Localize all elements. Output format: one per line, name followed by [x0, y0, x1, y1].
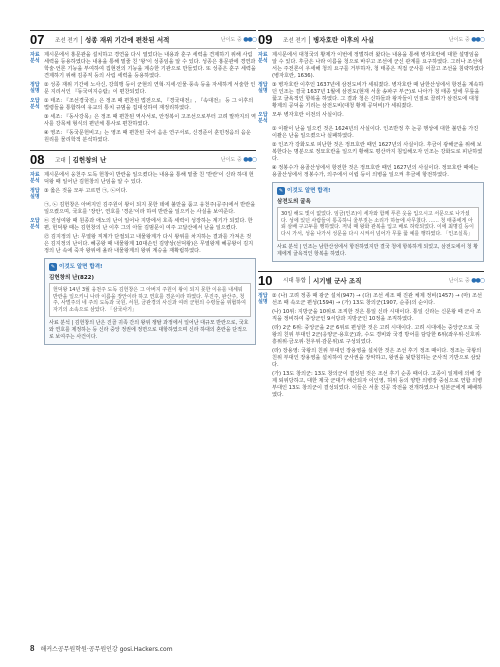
source-analysis: 사료 분석 | 김헌창의 난은 진골 귀족 간의 왕위 쟁탈 과정에서 일어난 대규모 반란으로, 국호와 연호를 제정하는 등 신라 중앙 정권에 정면으로 대항하였으며 신라 하대의 혼란을 단적으로 보여주는 사건이다. [49, 320, 249, 340]
question-era: 고대 [52, 156, 70, 164]
question-08-body [30, 172, 256, 255]
tip-box-subtitle: 김헌창의 난(822) [49, 275, 94, 281]
question-07-body [30, 52, 256, 144]
explanation-row [258, 52, 484, 80]
section-tag [258, 325, 272, 346]
question-07-header [30, 30, 256, 49]
explanation-text: ④ 영조: 『동국문헌비고』는 영조 때 편찬된 국어 음운 연구서로, 신경준이 훈민정음의 음운 원리를 물리학적 분석하였다. [44, 130, 251, 143]
explanation-row [258, 293, 484, 307]
explanation-row [258, 165, 484, 179]
explanation-text: (나) 10위: 지방군을 10위로 조직한 것은 통일 신라 시대이다. 통일 신라는 신문왕 때 군사 조직을 정비하여 중앙군인 9서당과 지방군인 10정을 조직하였다. [272, 308, 482, 322]
explanation-text: 제시문에서 대청국의 황제가 이번에 정벌하러 왔다는 내용을 통해 병자호란에 대한 설명임을 알 수 있다. 후금은 나라 이름을 청으로 바꾸고 조선에 군신 관계를 요구하였다. 그러나 조선에서는 주전론이 우세해 청의 요구를 거부하자, 청 태종은 직접 군사를 이끌고 조선을 침략하였다(병자호란, 1636). [272, 52, 484, 79]
explanation-text: ④ 정봉수가 용골산성에서 항전한 것은 정묘호란 때인 1627년의 사실이다. 정묘호란 때에는 용골산성에서 정봉수가, 의주에서 이립 등이 의병을 일으켜 후금에 항전하였다. [272, 165, 479, 178]
section-tag: 오답 분석 [30, 218, 40, 230]
explanation-text: ㉢ 진성여왕 때 원종과 애노의 난이 일어나 지방에서 호족 세력이 성장하는 계기가 되었다. 한편, 헌덕왕 때는 김헌창의 난 이후 그의 아들 김범문이 여주 고달산에서 난을 일으켰다. [44, 218, 253, 231]
question-09-body [258, 52, 484, 179]
section-tag: 오답 분석 [258, 112, 268, 124]
question-era: 조선 전기 [280, 36, 310, 44]
explanation-text: ㉣ 김지정의 난: 무열왕 직계가 단절되고 내물왕계가 다시 왕위를 차지하는 결과를 가져온 것은 김지정의 난이다. 혜공왕 때 내물왕계 10대손인 김양상(선덕왕)은 무열왕계 혜공왕이 김지정의 난 속에 죽자 왕위에 올라 내물왕계의 왕위 계승을 재확립하였다. [44, 234, 254, 254]
explanation-row [30, 52, 256, 80]
explanation-text: ② (나) 고려 정종 때 광군 설치(947) → (다) 조선 세조 때 진관 체제 정비(1457) → (마) 조선 선조 때 속오군 편성(1594) → (가) 13도 창의군(1907, 순종)의 순이다. [272, 292, 482, 306]
explanation-text: 모두 병자호란 이전의 사실이다. [272, 112, 344, 118]
section-tag [30, 114, 44, 128]
section-tag: 정답 설명 [30, 82, 40, 94]
explanation-text: ③ 병자호란 이후인 1637년에 삼전도비가 세워졌다. 병자호란 때 남한산성에서 항전을 계속하던 인조는 결국 1637년 1월에 삼전도(현재 서울 송파구 부근)로 나아가 청 태종 앞에 무릎을 꿇고 굴욕적인 항복을 하였다. 그 결과 청은 신하들과 왕자들이 인질로 끌려가 삼전도에 대청 황제의 공덕을 기리는 삼전도비(대청 황제 공덕비)가 세워졌다. [272, 82, 484, 109]
explanation-row [258, 112, 484, 124]
question-number: 09 [258, 32, 273, 47]
explanation-row [258, 82, 484, 110]
explanation-row [30, 130, 256, 144]
question-era: 시대 통합 [280, 276, 310, 284]
question-10-body [258, 293, 484, 399]
explanation-text: ㉠, ㉡ 김헌창은 아버지인 김주원이 왕이 되지 못한 데에 불만을 품고 웅천주(공주)에서 반란을 일으켰으며, 국호를 '장안', 연호를 '경운'이라 하여 반란을 일으키는 사실을 보여준다. [44, 202, 256, 215]
section-tag [258, 165, 272, 179]
section-tag [258, 371, 272, 399]
question-08-header [30, 150, 256, 169]
question-09-header [258, 30, 484, 49]
section-tag [30, 234, 44, 255]
section-tag [258, 142, 272, 163]
explanation-row [30, 82, 256, 96]
page-number: 8 [30, 644, 35, 653]
explanation-text: ② 인조가 강화도로 피난한 것은 정묘호란 때인 1627년의 사실이다. 후금이 광해군을 위해 보복한다는 명분으로 정묘호란을 일으키 황해도 평산까지 침입해오자 인조는 강화도로 피난하였다. [272, 142, 483, 162]
difficulty-dots: ●●○ [471, 36, 484, 43]
difficulty: 난이도 중 ●●○ [220, 156, 256, 163]
question-title: 시기별 군사 조직 [313, 276, 362, 285]
tip-box-title: ✎ 이것도 알면 합격! [278, 188, 331, 194]
explanation-text: ③ 세조: 『동사강목』은 정조 때 편찬된 역사서로, 안정복이 고조선으로부터 고려 말까지의 역사를 강목체 형식의 편년체 통사로 편찬하였다. [44, 114, 256, 127]
difficulty: 난이도 중 ●●○ [448, 276, 484, 284]
explanation-text: 제시문에서 홍문관을 설치하고 경연을 다시 열었다는 내용과 훈구 세력을 견제하기 위해 사림 세력을 등용하였다는 내용을 통해 밑줄 친 '왕'이 성종임을 알 수 있다. 성종은 홍문관에 경연과 학술·언론 기능을 부여하여 집현전의 기능을 계승한 기관으로 만들었다. 또 성종은 훈구 세력을 견제하기 위해 김종직 등의 사림 세력을 등용하였다. [44, 52, 256, 79]
explanation-row [30, 188, 256, 200]
explanation-row [30, 234, 256, 255]
section-tag [30, 130, 44, 144]
section-tag [258, 348, 272, 369]
tip-box-subtitle: 삼전도의 굴욕 [277, 199, 311, 205]
section-tag [30, 202, 44, 216]
tip-box [44, 258, 256, 345]
difficulty-dots: ●●○ [243, 156, 256, 163]
explanation-text: ③ 옳은 것을 모두 고르면 ㉠, ㉡이다. [44, 188, 128, 194]
section-tag: 자료 분석 [30, 52, 40, 64]
page-footer [30, 644, 173, 653]
explanation-text: ① 태조: 『조선경국전』은 정조 때 편찬된 법전으로, 『경국대전』, 『속대전』 등 그 이후의 법령들을 통합하여 유교의 통치 규범을 집대성하여 재정리하였다. [44, 98, 254, 111]
section-tag: 정답 설명 [30, 188, 40, 200]
source-quote: 헌덕왕 14년 3월 웅천주 도독 김헌창은 그 아버지 주원이 왕이 되지 못한 이유를 내세워 반란을 일으키니 나라 이름을 장안이라 하고 연호를 경운이라 하였다. 무진주, 완산주, 청주, 사벌주의 네 주의 도독과 국원, 서원, 금관경의 사신과 여러 군현의 수령들을 위협하여 자기의 소속으로 삼았다. 「삼국사기」 [49, 283, 251, 317]
explanation-row [30, 98, 256, 112]
difficulty-dots: ●●○ [243, 36, 256, 43]
left-column [30, 30, 256, 348]
explanation-row [258, 371, 484, 399]
question-era: 조선 전기 [52, 36, 82, 44]
tip-box-title: ✎ 이것도 알면 합격! [50, 264, 103, 270]
explanation-text: (라) 장용영: 국왕의 친위 부대인 장용영을 설치한 것은 조선 후기 정조 때이다. 정조는 국왕의 친위 부대인 장용영을 설치하여 군사권을 장악하고, 왕권을 뒷받침하는 군사적 기반으로 삼았다. [272, 347, 482, 368]
section-tag: 자료 분석 [258, 52, 268, 64]
explanation-text: (라) 2군 6위: 중앙군을 2군 6위로 편성한 것은 고려 시대이다. 고려 시대에는 중앙군으로 국왕의 친위 부대인 2군(응양군·용호군)과, 수도 경비와 국경 방어를 담당한 6위(좌우위·신호위·흥위위·금오위·천우위·감문위)로 구성되었다. [272, 324, 482, 345]
explanation-row [258, 309, 484, 323]
section-tag: 정답 설명 [258, 292, 268, 305]
question-number: 10 [258, 272, 273, 288]
explanation-text: (가) 13도 창의군: 13도 창의군이 결성된 것은 조선 후기 순종 때이다. 고종이 일제에 의해 강제 퇴위당하고, 대한 제국 군대가 해산되자 이인영, 허위 등의 양반 의병장 중심으로 연합 의병 부대인 13도 창의군이 결성되었다. 이들은 서울 진공 작전을 전개하였으나 일본군에게 패배하였다. [272, 370, 483, 398]
explanation-text: ① 이괄이 난을 일으킨 것은 1624년의 사실이다. 인조반정 후 논공 행상에 대한 불만을 가진 이괄은 난을 일으켰으나 실패하였다. [272, 126, 479, 139]
explanation-text: 제시문에서 웅천주 도독 헌창이 반란을 일으켰다는 내용을 통해 밑줄 친 '반란'이 신라 하대 헌덕왕 때 일어난 김헌창의 난임을 알 수 있다. [44, 172, 254, 185]
explanation-row [258, 142, 484, 163]
explanation-text: ② 성종 재위 기간에 노사신, 강희맹 등이 군현의 연혁·지세·인물·풍속 등을 자세하게 서술한 인문 지리서인 『동국여지승람』이 편찬되었다. [44, 82, 256, 95]
pencil-icon: ✎ [278, 188, 284, 194]
difficulty: 난이도 중 ●●○ [220, 36, 256, 43]
section-tag [258, 309, 272, 323]
section-tag: 정답 설명 [258, 82, 268, 94]
explanation-row [258, 348, 484, 369]
section-tag: 자료 분석 [30, 172, 40, 184]
explanation-row [30, 114, 256, 128]
question-title: 김헌창의 난 [72, 156, 107, 164]
difficulty: 난이도 중 ●●○ [448, 36, 484, 43]
difficulty-dots: ●●○ [471, 276, 484, 284]
section-tag: 오답 분석 [30, 98, 40, 110]
question-title: 병자호란 이후의 사실 [313, 36, 375, 44]
question-10-header [258, 271, 484, 290]
explanation-row [30, 202, 256, 216]
tip-box [272, 182, 484, 262]
question-number: 07 [30, 32, 45, 47]
explanation-row [258, 126, 484, 140]
pencil-icon: ✎ [50, 264, 56, 270]
footer-text: 해커스공무원학원·공무원인강 gosi.Hackers.com [40, 646, 173, 653]
question-title: 성종 재위 기간에 편찬된 서적 [85, 36, 170, 44]
source-quote: 30일 해도 빛이 없었다. 임금(인조)이 세자와 함께 푸른 옷을 입으시고 서문으로 나가셨다. 성에 있던 사람들이 통곡하니 울부짖는 소리가 하늘에 사무쳤다. …… 청 태종에게 아뢰 삼배 구고두를 행하였다. 저녁 때 왕화 관복을 입고 배로 허락되었다. 이에 최명길 등이 다시 가서, 성을 나가서 성문을 다시 시켜서 넘어가 무릎 꿇 예를 행하였다. 「인조실록」 [277, 207, 479, 241]
explanation-row [30, 218, 256, 232]
question-number: 08 [30, 152, 45, 167]
section-tag [258, 126, 272, 140]
explanation-row [258, 325, 484, 346]
right-column [258, 30, 484, 399]
explanation-row [30, 172, 256, 186]
source-analysis: 사료 분석 | 인조는 남한산성에서 항전하였지만 결국 청에 항복하게 되었고, 삼전도에서 청 황제에게 굴욕적인 항복을 하였다. [277, 244, 479, 258]
